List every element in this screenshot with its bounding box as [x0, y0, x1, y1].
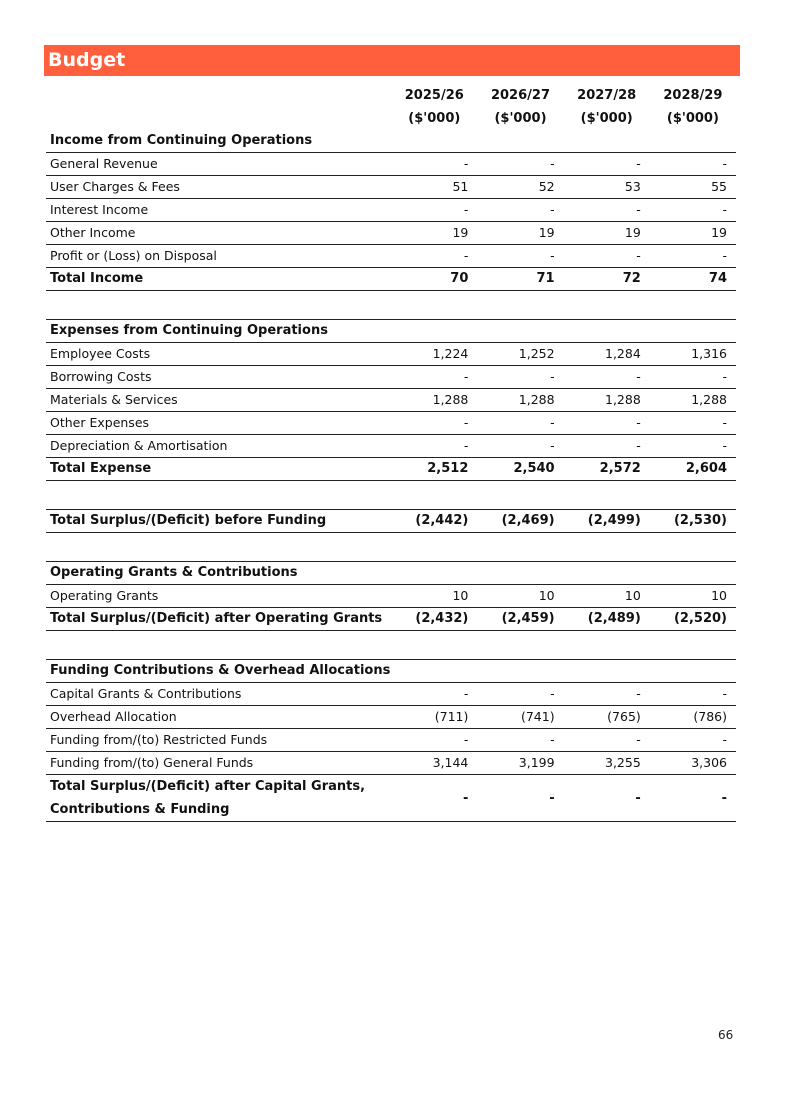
cell-value: -: [391, 366, 477, 389]
total-value: (2,469): [477, 510, 563, 533]
table-row: [46, 435, 736, 458]
total-value: -: [564, 775, 650, 822]
cell-value: 19: [477, 222, 563, 245]
total-value: 2,512: [391, 458, 477, 481]
page-number: 66: [718, 1028, 734, 1042]
cell-value: 10: [477, 585, 563, 608]
cell-value: -: [564, 245, 650, 268]
cell-value: 1,284: [564, 343, 650, 366]
total-value: 2,572: [564, 458, 650, 481]
table-row: [46, 585, 736, 608]
table-row: [46, 706, 736, 729]
total-value: 2,604: [650, 458, 736, 481]
table-row: [46, 222, 736, 245]
cell-value: -: [477, 412, 563, 435]
row-label: Interest Income: [46, 199, 391, 222]
section-heading: Funding Contributions & Overhead Allocations: [46, 660, 736, 683]
cell-value: -: [477, 729, 563, 752]
section-heading-grants: [46, 562, 736, 585]
total-value: (2,432): [391, 608, 477, 631]
column-unit-row: [46, 107, 736, 130]
table-row: [46, 683, 736, 706]
section-heading: Operating Grants & Contributions: [46, 562, 736, 585]
cell-value: 19: [564, 222, 650, 245]
total-value: (2,530): [650, 510, 736, 533]
cell-value: -: [564, 683, 650, 706]
total-value: (2,442): [391, 510, 477, 533]
cell-value: 10: [564, 585, 650, 608]
row-label: Operating Grants: [46, 585, 391, 608]
cell-value: -: [477, 199, 563, 222]
cell-value: -: [650, 412, 736, 435]
cell-value: (741): [477, 706, 563, 729]
section-heading-funding: [46, 660, 736, 683]
total-value: 70: [391, 268, 477, 291]
total-label: Total Surplus/(Deficit) after Operating Grants: [46, 608, 391, 631]
cell-value: 52: [477, 176, 563, 199]
row-label: Employee Costs: [46, 343, 391, 366]
total-value: (2,499): [564, 510, 650, 533]
cell-value: 19: [650, 222, 736, 245]
total-value: (2,489): [564, 608, 650, 631]
column-year: 2026/27: [490, 88, 550, 103]
cell-value: 3,306: [650, 752, 736, 775]
section-heading: Expenses from Continuing Operations: [46, 320, 736, 343]
cell-value: -: [650, 153, 736, 176]
cell-value: 19: [391, 222, 477, 245]
surplus-before-funding-row: [46, 510, 736, 533]
total-label: [46, 775, 391, 822]
total-label-line: Total Surplus/(Deficit) after Capital Grants,: [50, 779, 366, 794]
table-row: [46, 176, 736, 199]
total-value: (2,459): [477, 608, 563, 631]
table-row: [46, 366, 736, 389]
column-unit: ($'000): [666, 110, 719, 126]
table-row: [46, 343, 736, 366]
row-label: User Charges & Fees: [46, 176, 391, 199]
cell-value: -: [391, 153, 477, 176]
page-title: Budget: [44, 45, 740, 76]
cell-value: -: [564, 435, 650, 458]
cell-value: (786): [650, 706, 736, 729]
row-label: Materials & Services: [46, 389, 391, 412]
total-value: 74: [650, 268, 736, 291]
cell-value: 1,316: [650, 343, 736, 366]
cell-value: -: [650, 245, 736, 268]
total-value: 72: [564, 268, 650, 291]
cell-value: -: [391, 729, 477, 752]
total-label: Total Expense: [46, 458, 391, 481]
cell-value: -: [477, 245, 563, 268]
table-row: [46, 245, 736, 268]
row-label: Borrowing Costs: [46, 366, 391, 389]
column-unit: ($'000): [408, 110, 461, 126]
table-row: [46, 752, 736, 775]
row-label: Other Expenses: [46, 412, 391, 435]
cell-value: 1,288: [564, 389, 650, 412]
cell-value: -: [564, 729, 650, 752]
total-label-line: Contributions & Funding: [50, 802, 230, 817]
cell-value: -: [564, 366, 650, 389]
cell-value: -: [650, 435, 736, 458]
row-label: Funding from/(to) Restricted Funds: [46, 729, 391, 752]
budget-table: [46, 84, 736, 822]
cell-value: -: [650, 199, 736, 222]
section-heading-expenses: [46, 320, 736, 343]
column-year: 2028/29: [663, 88, 723, 103]
row-label: Depreciation & Amortisation: [46, 435, 391, 458]
cell-value: 1,288: [650, 389, 736, 412]
cell-value: -: [477, 366, 563, 389]
cell-value: 55: [650, 176, 736, 199]
cell-value: 1,224: [391, 343, 477, 366]
total-row: [46, 775, 736, 822]
total-value: 71: [477, 268, 563, 291]
row-label: Profit or (Loss) on Disposal: [46, 245, 391, 268]
total-row: [46, 608, 736, 631]
cell-value: -: [477, 153, 563, 176]
row-label: Funding from/(to) General Funds: [46, 752, 391, 775]
total-label: Total Income: [46, 268, 391, 291]
column-year: 2027/28: [577, 88, 637, 103]
cell-value: -: [391, 435, 477, 458]
cell-value: -: [391, 245, 477, 268]
section-heading-income: [46, 130, 736, 153]
cell-value: -: [650, 683, 736, 706]
cell-value: -: [477, 683, 563, 706]
column-unit: ($'000): [580, 110, 633, 126]
table-row: [46, 729, 736, 752]
table-row: [46, 153, 736, 176]
column-year-row: [46, 84, 736, 107]
table-row: [46, 389, 736, 412]
cell-value: 1,288: [391, 389, 477, 412]
cell-value: 3,199: [477, 752, 563, 775]
table-row: [46, 199, 736, 222]
cell-value: -: [650, 366, 736, 389]
cell-value: 1,252: [477, 343, 563, 366]
row-label: Capital Grants & Contributions: [46, 683, 391, 706]
total-value: (2,520): [650, 608, 736, 631]
row-label: Other Income: [46, 222, 391, 245]
total-value: -: [650, 775, 736, 822]
cell-value: 51: [391, 176, 477, 199]
column-unit: ($'000): [494, 110, 547, 126]
column-year: 2025/26: [404, 88, 464, 103]
cell-value: 3,255: [564, 752, 650, 775]
cell-value: 1,288: [477, 389, 563, 412]
section-heading: Income from Continuing Operations: [46, 130, 736, 153]
cell-value: -: [477, 435, 563, 458]
cell-value: 53: [564, 176, 650, 199]
cell-value: -: [391, 412, 477, 435]
total-value: 2,540: [477, 458, 563, 481]
total-value: -: [477, 775, 563, 822]
cell-value: -: [564, 412, 650, 435]
total-row: [46, 268, 736, 291]
cell-value: -: [564, 199, 650, 222]
cell-value: 10: [391, 585, 477, 608]
cell-value: (765): [564, 706, 650, 729]
total-row: [46, 458, 736, 481]
total-label: Total Surplus/(Deficit) before Funding: [46, 510, 391, 533]
table-row: [46, 412, 736, 435]
cell-value: -: [564, 153, 650, 176]
cell-value: -: [650, 729, 736, 752]
row-label: General Revenue: [46, 153, 391, 176]
cell-value: 10: [650, 585, 736, 608]
total-value: -: [391, 775, 477, 822]
cell-value: (711): [391, 706, 477, 729]
cell-value: 3,144: [391, 752, 477, 775]
cell-value: -: [391, 683, 477, 706]
cell-value: -: [391, 199, 477, 222]
row-label: Overhead Allocation: [46, 706, 391, 729]
